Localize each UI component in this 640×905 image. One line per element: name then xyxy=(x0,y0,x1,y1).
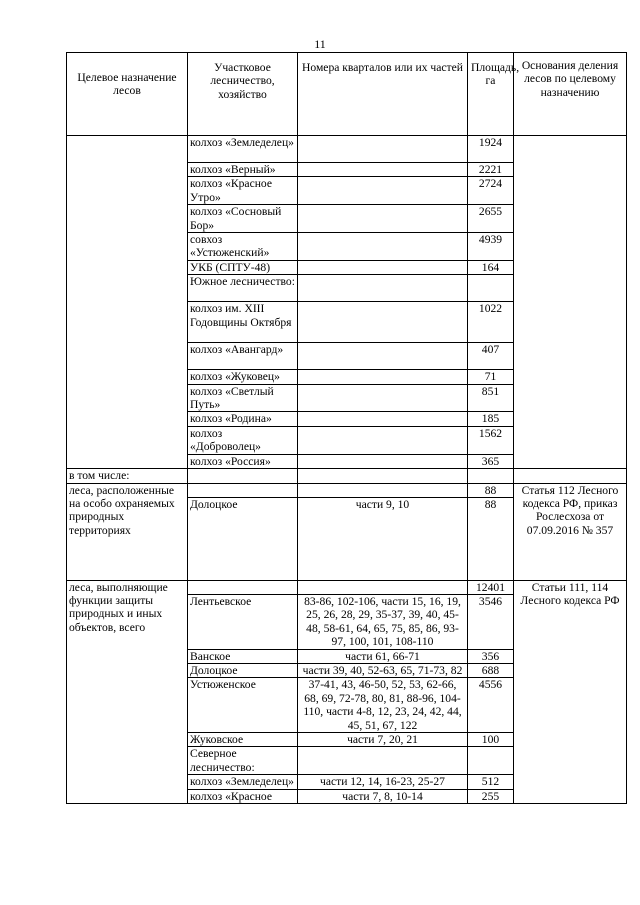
area-cell: 1924 xyxy=(468,136,514,163)
quarters-cell xyxy=(298,275,468,302)
quarters-cell: 37-41, 43, 46-50, 52, 53, 62-66, 68, 69, 72-78, 80, 81, 88-96, 104-110, части 4-8, 12, 23, 24, 42, 44, 45, 51, 67, 122 xyxy=(298,678,468,733)
area-cell xyxy=(468,747,514,775)
area-cell: 365 xyxy=(468,454,514,468)
protective-purpose: леса, выполняющие функции защиты природных и иных объектов, всего xyxy=(67,580,188,804)
protected-area: 88 xyxy=(468,497,514,580)
forestry-cell: совхоз «Устюженский» xyxy=(188,233,298,261)
forestry-cell: колхоз «Авангард» xyxy=(188,343,298,370)
quarters-cell xyxy=(298,302,468,343)
area-cell: 3546 xyxy=(468,594,514,649)
forestry-cell: УКБ (СПТУ-48) xyxy=(188,260,298,274)
area-cell: 185 xyxy=(468,412,514,426)
quarters-cell xyxy=(298,205,468,233)
area-cell: 356 xyxy=(468,649,514,663)
area-cell: 512 xyxy=(468,775,514,789)
forestry-cell: Северное лесничество: xyxy=(188,747,298,775)
header-basis: Основания деления лесов по целевому назначению xyxy=(514,53,627,136)
protected-total-area: 88 xyxy=(468,483,514,497)
forestry-cell: Устюженское xyxy=(188,678,298,733)
protective-basis: Статьи 111, 114 Лесного кодекса РФ xyxy=(514,580,627,804)
protected-forestry: Долоцкое xyxy=(188,497,298,580)
protective-section xyxy=(67,580,627,804)
quarters-cell xyxy=(298,426,468,454)
quarters-cell xyxy=(298,260,468,274)
protected-quarters: части 9, 10 xyxy=(298,497,468,580)
quarters-cell xyxy=(298,343,468,370)
area-cell: 851 xyxy=(468,384,514,412)
forestry-cell: колхоз «Земледелец» xyxy=(188,775,298,789)
protected-section xyxy=(67,483,627,580)
header-quarters: Номера кварталов или их частей xyxy=(298,53,468,136)
quarters-cell xyxy=(298,370,468,384)
forestry-cell: Жуковское xyxy=(188,732,298,746)
quarters-cell: части 12, 14, 16-23, 25-27 xyxy=(298,775,468,789)
quarters-cell xyxy=(298,177,468,205)
purpose-cell-empty xyxy=(67,136,188,469)
forestry-cell: колхоз «Светлый Путь» xyxy=(188,384,298,412)
forestry-cell: колхоз «Жуковец» xyxy=(188,370,298,384)
area-cell: 71 xyxy=(468,370,514,384)
area-cell: 2221 xyxy=(468,163,514,177)
area-cell: 2724 xyxy=(468,177,514,205)
table-header-row xyxy=(67,53,627,136)
area-cell: 1022 xyxy=(468,302,514,343)
in-total-section xyxy=(67,469,627,483)
quarters-cell xyxy=(298,454,468,468)
table-row xyxy=(67,469,627,483)
quarters-cell xyxy=(298,136,468,163)
forestry-cell: колхоз им. XIII Годовщины Октября xyxy=(188,302,298,343)
header-area: Площадь, га xyxy=(468,53,514,136)
quarters-cell: части 61, 66-71 xyxy=(298,649,468,663)
forestry-cell: колхоз «Россия» xyxy=(188,454,298,468)
forestry-cell: Ванское xyxy=(188,649,298,663)
quarters-cell: части 7, 20, 21 xyxy=(298,732,468,746)
quarters-cell xyxy=(298,384,468,412)
quarters-cell: части 39, 40, 52-63, 65, 71-73, 82 xyxy=(298,663,468,677)
in-total-label: в том числе: xyxy=(67,469,188,483)
forestry-cell: колхоз «Красное xyxy=(188,789,298,803)
quarters-cell xyxy=(298,747,468,775)
quarters-cell xyxy=(298,412,468,426)
area-cell: 100 xyxy=(468,732,514,746)
protected-basis: Статья 112 Лесного кодекса РФ, приказ Рослесхоза от 07.09.2016 № 357 xyxy=(514,483,627,580)
header-purpose: Целевое назначение лесов xyxy=(67,53,188,136)
area-cell: 2655 xyxy=(468,205,514,233)
forestry-cell: колхоз «Родина» xyxy=(188,412,298,426)
forestry-cell: Южное лесничество: xyxy=(188,275,298,302)
forestry-cell: Лентьевское xyxy=(188,594,298,649)
area-cell: 407 xyxy=(468,343,514,370)
forestry-cell: Долоцкое xyxy=(188,663,298,677)
table-row xyxy=(67,136,627,163)
table-row xyxy=(67,580,627,594)
area-cell: 4556 xyxy=(468,678,514,733)
header-forestry: Участковое лесничество, хозяйство xyxy=(188,53,298,136)
forestry-cell: колхоз «Верный» xyxy=(188,163,298,177)
forestry-cell: колхоз «Красное Утро» xyxy=(188,177,298,205)
area-cell xyxy=(468,275,514,302)
protected-purpose: леса, расположенные на особо охраняемых природных территориях xyxy=(67,483,188,580)
protective-total-area: 12401 xyxy=(468,580,514,594)
forestry-cell: колхоз «Земледелец» xyxy=(188,136,298,163)
table-row xyxy=(67,483,627,497)
basis-cell-empty xyxy=(514,136,627,469)
page-number: 11 xyxy=(314,37,326,51)
area-cell: 1562 xyxy=(468,426,514,454)
area-cell: 164 xyxy=(468,260,514,274)
quarters-cell xyxy=(298,233,468,261)
forestry-cell: колхоз «Доброволец» xyxy=(188,426,298,454)
quarters-cell xyxy=(298,163,468,177)
quarters-cell: 83-86, 102-106, части 15, 16, 19, 25, 26, 28, 29, 35-37, 39, 40, 45-48, 58-61, 64, 65, 75, 85, 86, 93-97, 100, 101, 108-110 xyxy=(298,594,468,649)
continuation-rows xyxy=(67,136,627,469)
forest-purpose-table xyxy=(66,52,627,804)
forestry-cell: колхоз «Сосновый Бор» xyxy=(188,205,298,233)
area-cell: 688 xyxy=(468,663,514,677)
area-cell: 255 xyxy=(468,789,514,803)
area-cell: 4939 xyxy=(468,233,514,261)
quarters-cell: части 7, 8, 10-14 xyxy=(298,789,468,803)
